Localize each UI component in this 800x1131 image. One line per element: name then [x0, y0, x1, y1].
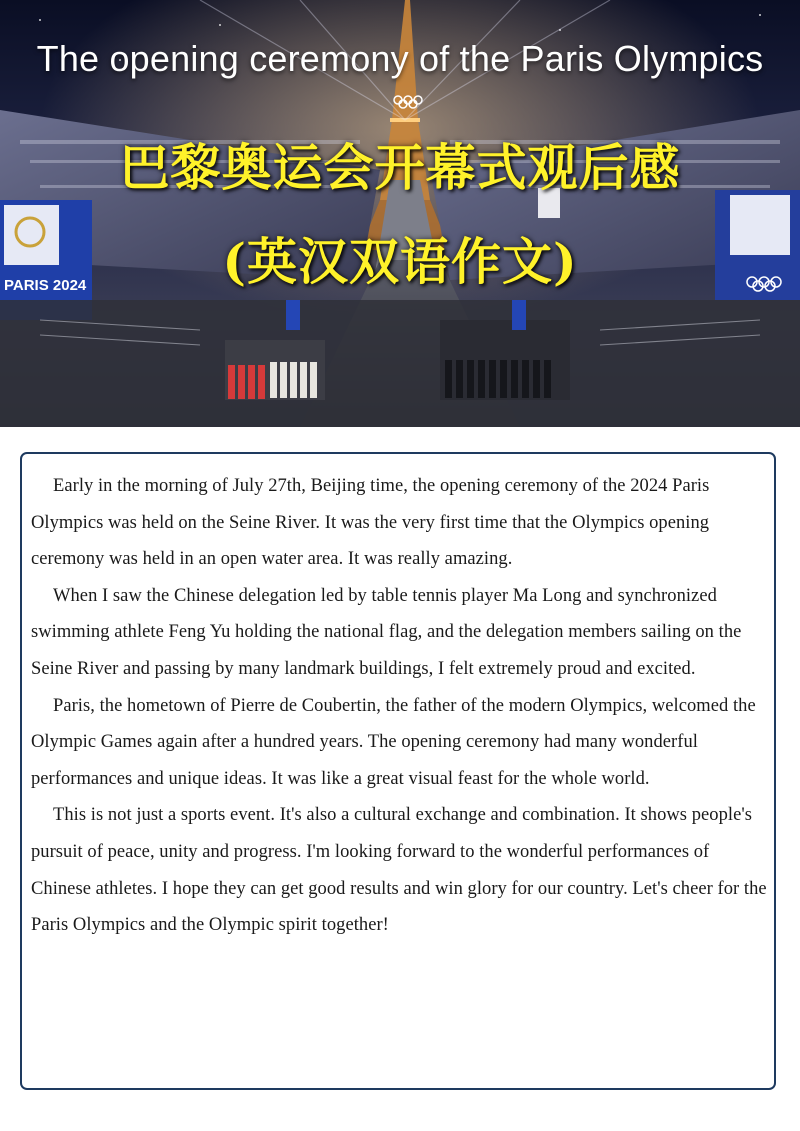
essay-paragraph-1: Early in the morning of July 27th, Beijing time, the opening ceremony of the 2024 Paris Olympics was held on the Seine River. It was the very first time that the Olympics opening ceremony was held in an open water area. It was really amazing.	[31, 476, 710, 570]
essay-box	[20, 452, 776, 1090]
essay-paragraph-4: This is not just a sports event. It's also a cultural exchange and combination. It shows people's pursuit of peace, unity and progress. I'm looking forward to the wonderful performances of Chinese athletes. I hope they can get good results and win glory for our country. Let's cheer for the Paris Olympics and the Olympic spirit together!	[31, 805, 767, 936]
essay-paragraph-3: Paris, the hometown of Pierre de Coubertin, the father of the modern Olympics, welcomed the Olympic Games again after a hundred years. The opening ceremony had many wonderful performances and unique ideas. It was like a great visual feast for the whole world.	[31, 695, 756, 789]
choir-left	[225, 340, 325, 400]
essay-paragraph-2: When I saw the Chinese delegation led by table tennis player Ma Long and synchronized swimming athlete Feng Yu holding the national flag, and the delegation members sailing on the Seine River and passing by many landmark buildings, I felt extremely proud and excited.	[31, 585, 742, 679]
chinese-subtitle: (英汉双语作文)	[222, 232, 578, 291]
paris-2024-sign: PARIS 2024	[4, 277, 87, 294]
english-title: The opening ceremony of the Paris Olympics	[36, 38, 764, 79]
choir-right	[440, 320, 570, 400]
hero-banner	[0, 0, 800, 427]
chinese-title: 巴黎奥运会开幕式观后感	[119, 138, 681, 197]
